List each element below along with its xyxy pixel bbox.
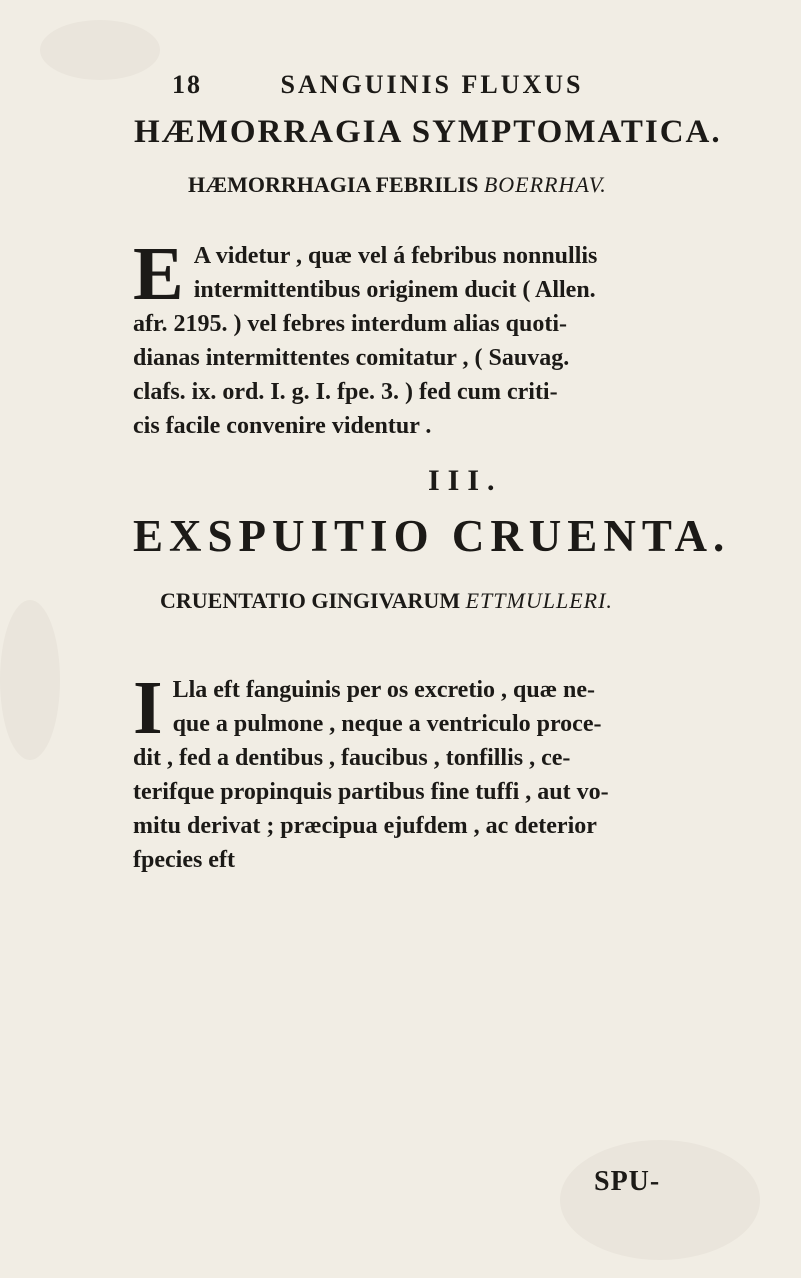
text-line: dit , fed a dentibus , faucibus , tonfillis , ce- bbox=[133, 745, 571, 771]
drop-cap: I bbox=[133, 666, 163, 750]
chapter-paragraph bbox=[133, 666, 763, 877]
text-line: Lla eft fanguinis per os excretio , quæ ne- bbox=[172, 677, 596, 703]
chapter-title: EXSPUITIO CRUENTA. bbox=[133, 511, 731, 561]
text-line: A videtur , quæ vel á febribus nonnullis bbox=[193, 243, 598, 269]
drop-cap: E bbox=[133, 232, 184, 316]
text-line: fpecies eft bbox=[133, 847, 235, 873]
page-number: 18 bbox=[172, 70, 202, 99]
running-head bbox=[172, 70, 732, 100]
paper-stain bbox=[0, 600, 60, 760]
text-line: terifque propinquis partibus fine tuffi , aut vo- bbox=[133, 779, 609, 805]
paper-stain bbox=[40, 20, 160, 80]
subtitle-author: ETTMULLERI. bbox=[465, 588, 613, 613]
catchword: SPU- bbox=[594, 1166, 661, 1197]
text-line: cis facile convenire videntur . bbox=[133, 413, 432, 439]
text-line: dianas intermittentes comitatur , ( Sauvag. bbox=[133, 345, 570, 371]
text-line: intermittentibus originem ducit ( Allen. bbox=[193, 277, 596, 303]
text-line: mitu derivat ; præcipua ejufdem , ac deterior bbox=[133, 813, 597, 839]
paper-stain bbox=[560, 1140, 760, 1260]
text-line: que a pulmone , neque a ventriculo proce- bbox=[172, 711, 602, 737]
text-line: clafs. ix. ord. I. g. I. fpe. 3. ) fed cum criti- bbox=[133, 379, 558, 405]
subtitle-main: CRUENTATIO GINGIVARUM bbox=[160, 588, 461, 613]
section-paragraph bbox=[133, 232, 763, 443]
subtitle-main: HÆMORRHAGIA FEBRILIS bbox=[188, 172, 479, 197]
section-title: HÆMORRAGIA SYMPTOMATICA. bbox=[134, 114, 722, 150]
running-title: SANGUINIS FLUXUS bbox=[280, 70, 584, 99]
chapter-number: III. bbox=[428, 464, 503, 497]
chapter-subtitle bbox=[160, 588, 613, 614]
subtitle-author: BOERRHAV. bbox=[483, 172, 607, 197]
text-line: afr. 2195. ) vel febres interdum alias quoti- bbox=[133, 311, 567, 337]
section-subtitle bbox=[188, 172, 607, 198]
